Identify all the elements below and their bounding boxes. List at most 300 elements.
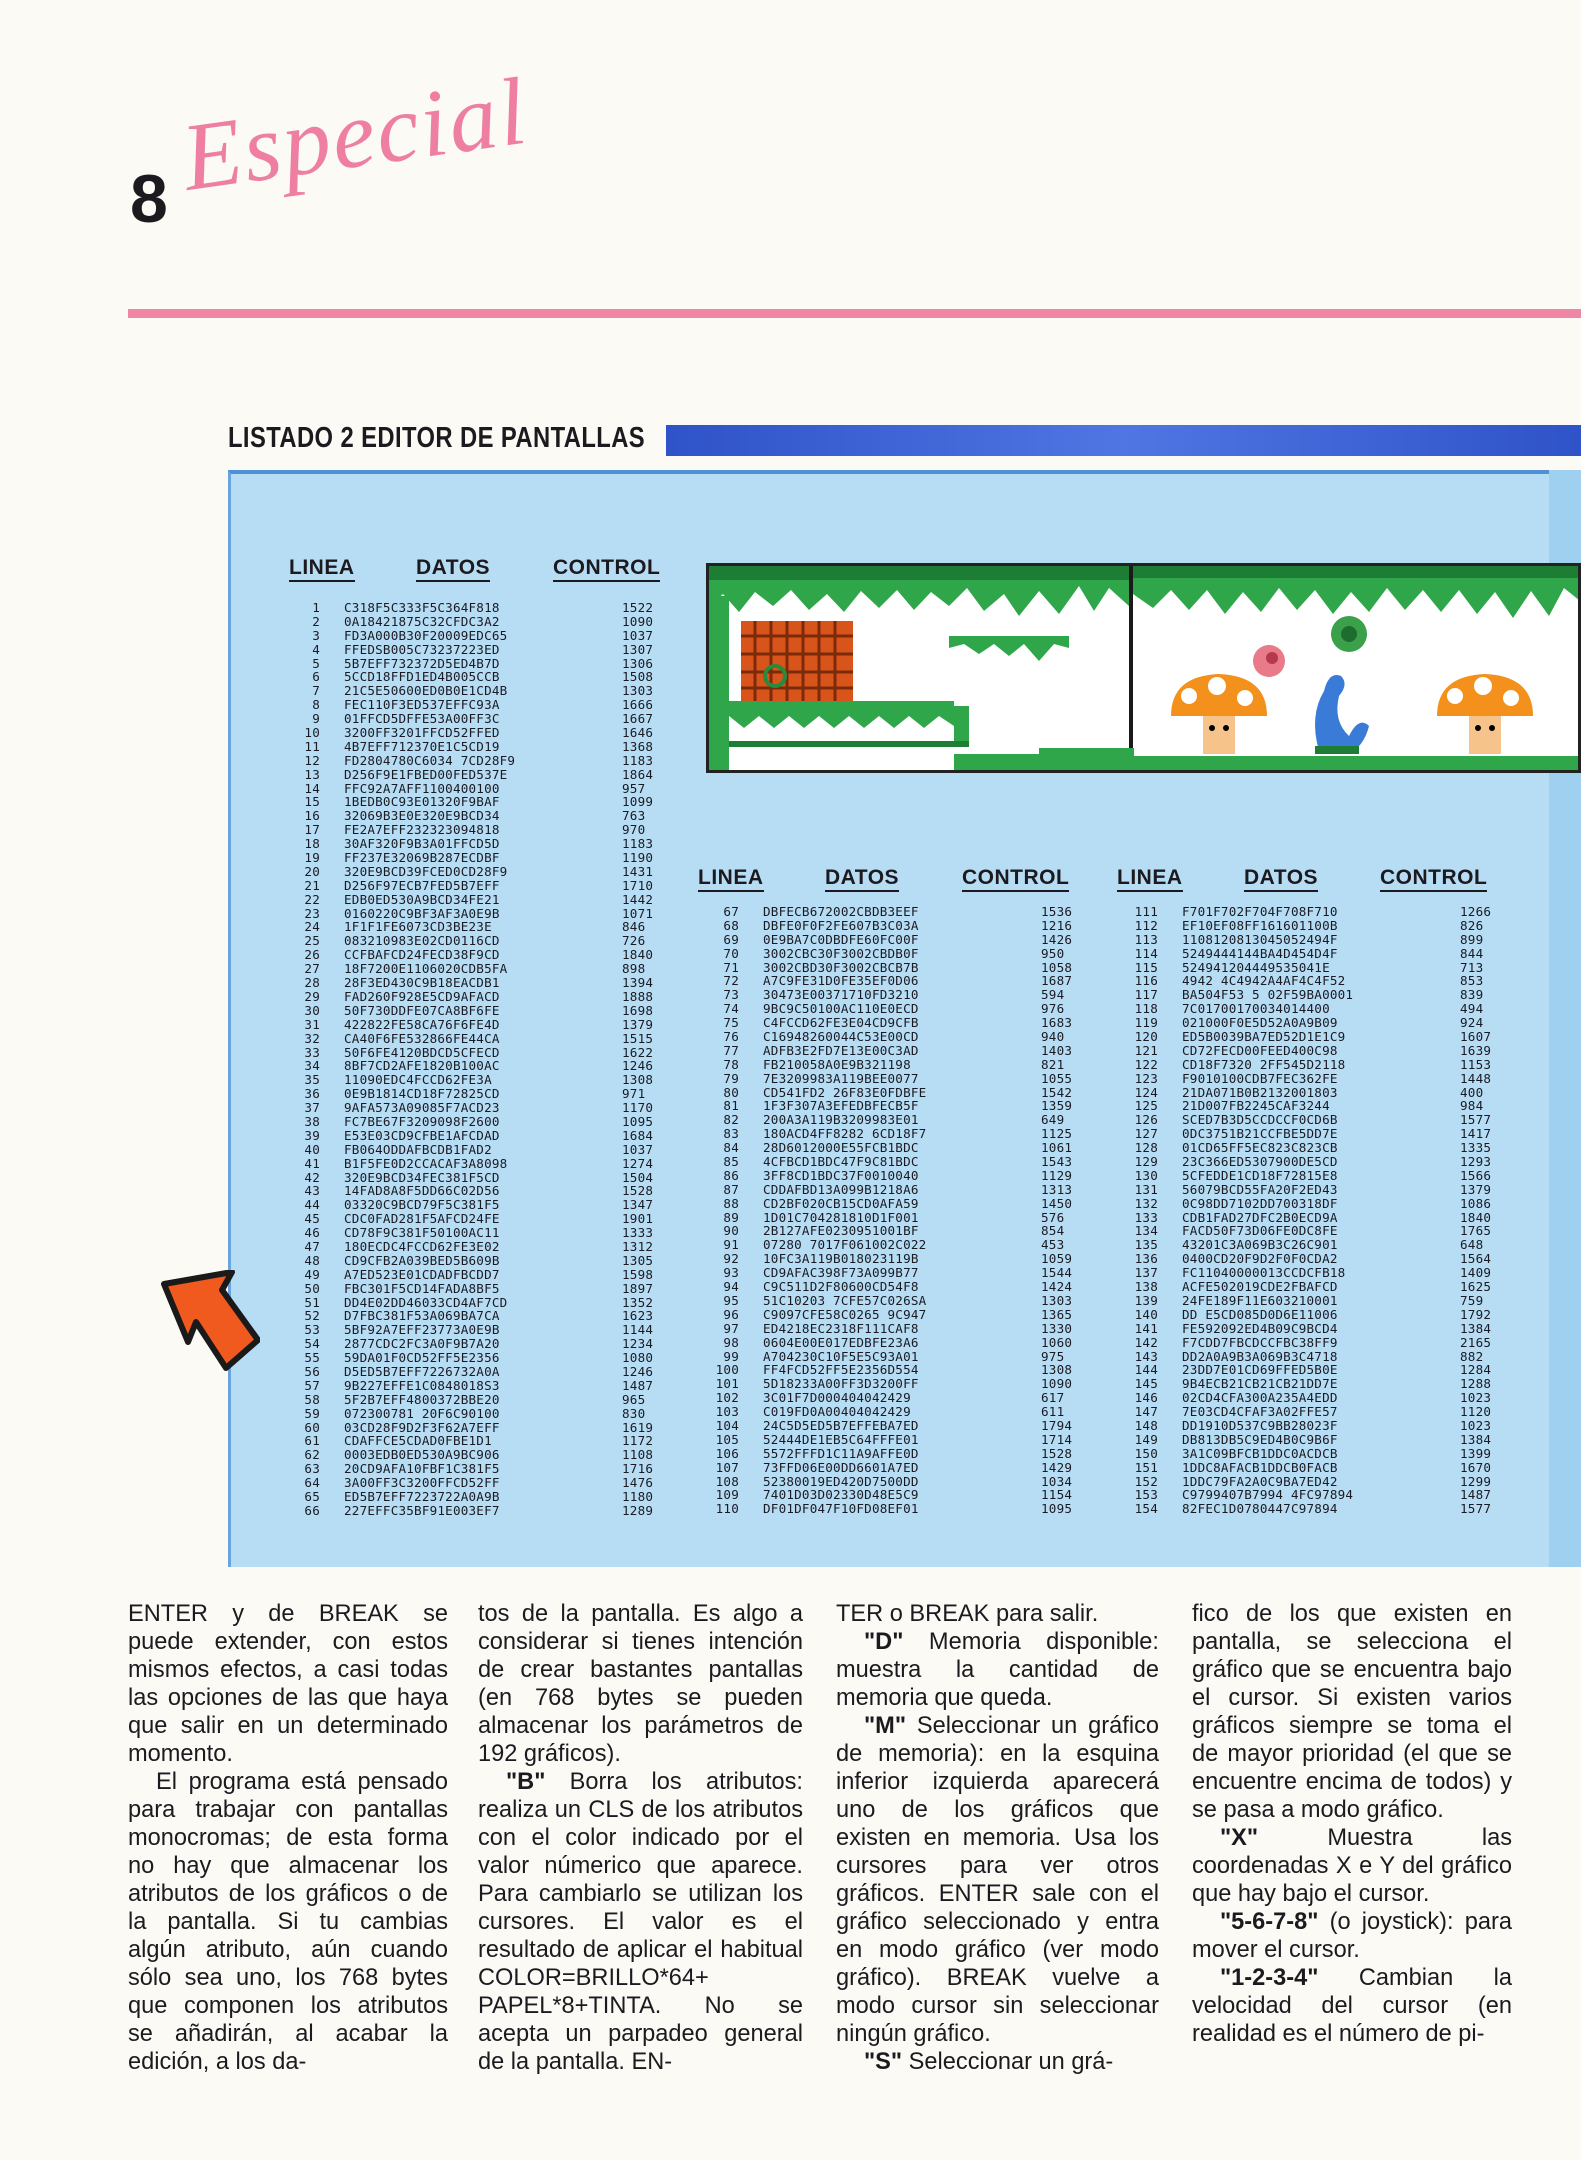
checksum: 1792 <box>1460 1306 1492 1322</box>
hex-data: FB210058A0E9B321198 <box>763 1056 911 1072</box>
listing-row <box>282 1448 672 1462</box>
paragraph-x <box>1192 1824 1512 1908</box>
checksum: 1577 <box>1460 1501 1492 1517</box>
hex-data: 2877CDC2FC3A0F9B7A20 <box>344 1336 500 1352</box>
line-number: 83 <box>723 1126 739 1142</box>
hex-data: 180ACD4FF8282 6CD18F7 <box>763 1126 927 1142</box>
line-number: 78 <box>723 1056 739 1072</box>
hex-data: B1F5FE0D2CCACAF3A8098 <box>344 1155 508 1171</box>
hex-data: 52444DE1EB5C64FFFE01 <box>763 1431 919 1447</box>
checksum: 1299 <box>1460 1473 1492 1489</box>
line-number: 118 <box>1134 1001 1158 1017</box>
line-number: 24 <box>304 919 320 935</box>
checksum: 1060 <box>1041 1334 1073 1350</box>
text-column-3 <box>836 1600 1159 2076</box>
hex-data: 30AF320F9B3A01FFCD5D <box>344 836 500 852</box>
checksum: 1384 <box>1460 1431 1492 1447</box>
hex-data: ED5B7EFF7223722A0A9B <box>344 1489 500 1504</box>
hex-data: 5F2B7EFF4800372BBE20 <box>344 1391 500 1407</box>
line-number: 10 <box>304 725 320 741</box>
checksum: 1666 <box>622 697 654 713</box>
checksum: 1274 <box>622 1155 654 1171</box>
hex-data: 072300781 20F6C90100 <box>344 1405 500 1421</box>
listing-row <box>282 1407 672 1421</box>
game-screenshot <box>706 563 1581 773</box>
line-number: 149 <box>1134 1431 1158 1447</box>
key-m-text: Seleccionar un gráfico de memoria): en la esquina inferior izquierda aparecerá uno de los gráficos que existen en memoria. Usa los cursores para ver otros gráficos. ENTER sale con el gráfico seleccionado y entra en modo gráfico (ver modo gráfico). BREAK vuelve a modo cursor sin seleccionar ningún gráfico. <box>836 1713 1159 2047</box>
col2-header-linea: LINEA <box>698 866 764 892</box>
listing-row <box>691 1002 1091 1016</box>
hex-data: 320E9BCD34FEC381F5CD <box>344 1169 500 1185</box>
listing-row <box>282 712 672 726</box>
hex-data: 3002CBC30F3002CBDB0F <box>763 945 919 961</box>
line-number: 126 <box>1134 1112 1158 1128</box>
line-number: 101 <box>715 1376 739 1392</box>
line-number: 106 <box>715 1445 739 1461</box>
line-number: 64 <box>304 1475 320 1491</box>
line-number: 137 <box>1134 1265 1158 1281</box>
listing-row <box>1110 1363 1510 1377</box>
paragraph: TER o BREAK para salir. <box>836 1601 1099 1627</box>
listing-row <box>282 1434 672 1448</box>
listing-row <box>1110 933 1510 947</box>
checksum: 1403 <box>1041 1042 1073 1058</box>
checksum: 950 <box>1041 945 1065 961</box>
listing-row <box>691 1058 1091 1072</box>
checksum: 1359 <box>1041 1098 1073 1114</box>
line-number: 52 <box>304 1308 320 1324</box>
line-number: 30 <box>304 1002 320 1018</box>
hex-data: 50F730DDFE07CA8BF6FE <box>344 1002 500 1018</box>
line-number: 46 <box>304 1225 320 1241</box>
hex-data: 0604E00E017EDBFE23A6 <box>763 1334 919 1350</box>
line-number: 103 <box>715 1404 739 1420</box>
listing-row <box>1110 1308 1510 1322</box>
hex-data: ACFE502019CDE2FBAFCD <box>1182 1279 1338 1295</box>
listing-row <box>1110 1336 1510 1350</box>
hex-data: 28F3ED430C9B18EACDB1 <box>344 975 500 991</box>
line-number: 124 <box>1134 1084 1158 1100</box>
checksum: 648 <box>1460 1237 1484 1253</box>
checksum: 1528 <box>1041 1445 1073 1461</box>
listing-row <box>691 1044 1091 1058</box>
checksum: 1487 <box>622 1377 654 1393</box>
listing-row <box>1110 1266 1510 1280</box>
listing-row <box>1110 1086 1510 1100</box>
hex-data: C9C511D2F80600CD54F8 <box>763 1279 919 1295</box>
checksum: 1183 <box>622 836 654 852</box>
paragraph: El programa está pensado para trabajar con pantallas monocromas; de esta forma no hay que almacenar los atributos de los gráficos o de la pantalla. Si tu cambias algún atributo, aún cuando sólo sea uno, los 768 bytes que componen los atributos se añadirán, al acabar la edición, a los da- <box>128 1769 448 2075</box>
listing-row <box>691 1141 1091 1155</box>
line-number: 65 <box>304 1489 320 1504</box>
checksum: 1216 <box>1041 917 1073 933</box>
page-number: 8 <box>130 161 168 237</box>
listing-row <box>691 1197 1091 1211</box>
listing-row <box>691 988 1091 1002</box>
listing-row <box>282 920 672 934</box>
hex-data: DBFECB672002CBDB3EEF <box>763 904 919 919</box>
hex-data: 73FFD06E00DD6601A7ED <box>763 1459 919 1475</box>
checksum: 1394 <box>622 975 654 991</box>
hex-data: CD9AFAC398F73A099B77 <box>763 1265 919 1281</box>
checksum: 1623 <box>622 1308 654 1324</box>
checksum: 759 <box>1460 1292 1484 1308</box>
hex-data: FF237E32069B287ECDBF <box>344 850 500 866</box>
line-number: 15 <box>304 794 320 810</box>
hex-data: A7C9FE31D0FE35EF0D06 <box>763 973 919 989</box>
hex-data: F7CDD7FBCDCCFBC38FF9 <box>1182 1334 1338 1350</box>
line-number: 43 <box>304 1183 320 1199</box>
hex-data: 14FAD8A8F5DD66C02D56 <box>344 1183 500 1199</box>
col1-header-linea: LINEA <box>289 556 355 582</box>
listing-row <box>282 1490 672 1504</box>
listing-row <box>1110 1183 1510 1197</box>
checksum: 1305 <box>622 1252 654 1268</box>
listing-row <box>282 823 672 837</box>
listing-row <box>691 1502 1091 1516</box>
line-number: 115 <box>1134 959 1158 975</box>
listing-row <box>1110 1002 1510 1016</box>
checksum: 1543 <box>1041 1154 1073 1170</box>
hex-data: 03CD28F9D2F3F62A7EFF <box>344 1419 500 1435</box>
hex-data: D5ED5B7EFF7226732A0A <box>344 1363 500 1379</box>
line-number: 56 <box>304 1363 320 1379</box>
checksum: 1670 <box>1460 1459 1492 1475</box>
line-number: 50 <box>304 1280 320 1296</box>
hex-data: FE592092ED4B09C9BCD4 <box>1182 1320 1338 1336</box>
checksum: 1154 <box>1041 1487 1073 1503</box>
checksum: 726 <box>622 933 646 949</box>
hex-data: CCFBAFCD24FECD38F9CD <box>344 947 500 963</box>
checksum: 830 <box>622 1405 646 1421</box>
checksum: 1180 <box>622 1489 654 1504</box>
hex-data: EDB0ED530A9BCD34FE21 <box>344 891 500 907</box>
checksum: 826 <box>1460 917 1484 933</box>
line-number: 18 <box>304 836 320 852</box>
listing-row <box>282 629 672 643</box>
listing-row <box>691 1294 1091 1308</box>
paragraph-m <box>836 1712 1159 2048</box>
line-number: 80 <box>723 1084 739 1100</box>
hex-data: 23DD7E01CD69FFED5B0E <box>1182 1362 1338 1378</box>
line-number: 9 <box>312 711 320 727</box>
checksum: 853 <box>1460 973 1484 989</box>
line-number: 55 <box>304 1350 320 1366</box>
checksum: 1564 <box>1460 1251 1492 1267</box>
checksum: 611 <box>1041 1404 1065 1420</box>
line-number: 104 <box>715 1417 739 1433</box>
text-column-4 <box>1192 1600 1512 2048</box>
checksum: 940 <box>1041 1029 1065 1045</box>
hex-data: FFC92A7AFF1100400100 <box>344 780 500 796</box>
checksum: 1384 <box>1460 1320 1492 1336</box>
checksum: 1061 <box>1041 1140 1073 1156</box>
checksum: 1058 <box>1041 959 1073 975</box>
checksum: 1598 <box>622 1266 654 1282</box>
line-number: 23 <box>304 905 320 921</box>
listing-column-2 <box>691 905 1091 1516</box>
listing-row <box>282 670 672 684</box>
checksum: 1108 <box>622 1447 654 1463</box>
hex-data: 1D01C704281810D1F001 <box>763 1209 919 1225</box>
line-number: 127 <box>1134 1126 1158 1142</box>
listing-row <box>282 962 672 976</box>
line-number: 48 <box>304 1252 320 1268</box>
line-number: 75 <box>723 1015 739 1031</box>
line-number: 58 <box>304 1391 320 1407</box>
listing-row <box>1110 1058 1510 1072</box>
hex-data: 52380019ED420D7500DD <box>763 1473 919 1489</box>
checksum: 1172 <box>622 1433 654 1449</box>
listing-row <box>691 933 1091 947</box>
checksum: 1544 <box>1041 1265 1073 1281</box>
listing-row <box>691 1350 1091 1364</box>
line-number: 120 <box>1134 1029 1158 1045</box>
hex-data: C16948260044C53E00CD <box>763 1029 919 1045</box>
hex-data: 320E9BCD39FCED0CD28F9 <box>344 863 508 879</box>
hex-data: CD2BF020CB15CD0AFA59 <box>763 1195 919 1211</box>
line-number: 57 <box>304 1377 320 1393</box>
line-number: 116 <box>1134 973 1158 989</box>
paragraph-5678 <box>1192 1908 1512 1964</box>
line-number: 8 <box>312 697 320 713</box>
checksum: 1646 <box>622 725 654 741</box>
hex-data: C4FCCD62FE3E04CD9CFB <box>763 1015 919 1031</box>
listing-row <box>282 1032 672 1046</box>
paragraph-b <box>478 1768 803 2076</box>
line-number: 91 <box>723 1237 739 1253</box>
key-m: "M" <box>864 1713 907 1739</box>
listing-row <box>691 1488 1091 1502</box>
line-number: 11 <box>304 738 320 754</box>
checksum: 1306 <box>622 655 654 671</box>
listing-row <box>1110 1419 1510 1433</box>
listing-row <box>282 948 672 962</box>
line-number: 73 <box>723 987 739 1003</box>
hex-data: 524941204449535041E <box>1182 959 1330 975</box>
listing-row <box>1110 1433 1510 1447</box>
line-number: 148 <box>1134 1417 1158 1433</box>
hex-data: 28D6012000E55FCB1BDC <box>763 1140 919 1156</box>
hex-data: A7ED523E01CDADFBCDD7 <box>344 1266 500 1282</box>
listing-row <box>691 1030 1091 1044</box>
line-number: 98 <box>723 1334 739 1350</box>
listing-row <box>691 1113 1091 1127</box>
hex-data: FC7BE67F3209098F2600 <box>344 1113 500 1129</box>
listing-row <box>691 1419 1091 1433</box>
line-number: 44 <box>304 1197 320 1213</box>
hex-data: 24C5D5ED5B7EFFEBA7ED <box>763 1417 919 1433</box>
checksum: 971 <box>622 1086 646 1102</box>
listing-column-3 <box>1110 905 1510 1516</box>
line-number: 142 <box>1134 1334 1158 1350</box>
checksum: 1365 <box>1041 1306 1073 1322</box>
hex-data: FBC301F5CD14FADA8BF5 <box>344 1280 500 1296</box>
listing-row <box>691 961 1091 975</box>
line-number: 89 <box>723 1209 739 1225</box>
line-number: 136 <box>1134 1251 1158 1267</box>
line-number: 59 <box>304 1405 320 1421</box>
checksum: 763 <box>622 808 646 824</box>
hex-data: C9097CFE58C0265 9C947 <box>763 1306 927 1322</box>
listing-row <box>282 643 672 657</box>
line-number: 125 <box>1134 1098 1158 1114</box>
hex-data: CA40F6FE532866FE44CA <box>344 1030 500 1046</box>
hex-data: 51C10203 7CFE57C026SA <box>763 1292 927 1308</box>
checksum: 1352 <box>622 1294 654 1310</box>
listing-row <box>691 1475 1091 1489</box>
listing-title: LISTADO 2 EDITOR DE PANTALLAS <box>228 422 646 454</box>
checksum: 1476 <box>622 1475 654 1491</box>
line-number: 121 <box>1134 1042 1158 1058</box>
checksum: 839 <box>1460 987 1484 1003</box>
listing-row <box>282 782 672 796</box>
key-b: "B" <box>506 1769 546 1795</box>
checksum: 846 <box>622 919 646 935</box>
hex-data: DBFE0F0F2FE607B3C03A <box>763 917 919 933</box>
line-number: 113 <box>1134 931 1158 947</box>
line-number: 34 <box>304 1058 320 1074</box>
listing-row <box>1110 1377 1510 1391</box>
hex-data: 59DA01F0CD52FF5E2356 <box>344 1350 500 1366</box>
listing-row <box>282 1101 672 1115</box>
listing-row <box>282 1004 672 1018</box>
line-number: 112 <box>1134 917 1158 933</box>
line-number: 87 <box>723 1181 739 1197</box>
hex-data: DD2A0A9B3A069B3C4718 <box>1182 1348 1338 1364</box>
hex-data: 180ECDC4FCCD62FE3E02 <box>344 1238 500 1254</box>
line-number: 66 <box>304 1502 320 1518</box>
listing-row <box>282 1115 672 1129</box>
listing-row <box>1110 1447 1510 1461</box>
checksum: 1487 <box>1460 1487 1492 1503</box>
listing-row <box>691 1377 1091 1391</box>
listing-row <box>282 754 672 768</box>
hex-data: 9AFA573A09085F7ACD23 <box>344 1100 500 1116</box>
hex-data: FF4FCD52FF5E2356D554 <box>763 1362 919 1378</box>
hex-data: 9B4ECB21CB21CB21DD7E <box>1182 1376 1338 1392</box>
checksum: 957 <box>622 780 646 796</box>
key-d: "D" <box>864 1629 904 1655</box>
line-number: 99 <box>723 1348 739 1364</box>
checksum: 1897 <box>622 1280 654 1296</box>
arrow-icon <box>160 1270 260 1385</box>
col2-header-control: CONTROL <box>962 866 1069 892</box>
listing-row <box>691 947 1091 961</box>
listing-row <box>282 795 672 809</box>
hex-data: 20CD9AFA10FBF1C381F5 <box>344 1461 500 1477</box>
listing-row <box>282 1073 672 1087</box>
listing-row <box>691 1461 1091 1475</box>
hex-data: 4942 4C4942A4AF4C4F52 <box>1182 973 1346 989</box>
checksum: 1639 <box>1460 1042 1492 1058</box>
checksum: 1144 <box>622 1322 654 1338</box>
line-number: 147 <box>1134 1404 1158 1420</box>
checksum: 1080 <box>622 1350 654 1366</box>
hex-data: 200A3A119B3209983E01 <box>763 1112 919 1128</box>
section-title: Especial <box>175 56 534 211</box>
line-number: 130 <box>1134 1167 1158 1183</box>
game-scene-illustration <box>709 566 1581 773</box>
hex-data: CDB1FAD27DFC2B0ECD9A <box>1182 1209 1338 1225</box>
listing-row <box>282 1143 672 1157</box>
hex-data: F701F702F704F708F710 <box>1182 904 1338 919</box>
listing-row <box>1110 1072 1510 1086</box>
line-number: 29 <box>304 988 320 1004</box>
checksum: 1622 <box>622 1044 654 1060</box>
listing-row <box>691 1433 1091 1447</box>
checksum: 1522 <box>622 600 654 615</box>
hex-data: 3002CBD30F3002CBCB7B <box>763 959 919 975</box>
checksum: 975 <box>1041 1348 1065 1364</box>
listing-row <box>282 1268 672 1282</box>
listing-row <box>691 1447 1091 1461</box>
listing-row <box>282 768 672 782</box>
key-1234: "1-2-3-4" <box>1220 1965 1319 1991</box>
hex-data: 24FE189F11E603210001 <box>1182 1292 1338 1308</box>
checksum: 1577 <box>1460 1112 1492 1128</box>
line-number: 153 <box>1134 1487 1158 1503</box>
checksum: 1308 <box>1041 1362 1073 1378</box>
listing-row <box>1110 1252 1510 1266</box>
line-number: 138 <box>1134 1279 1158 1295</box>
checksum: 1303 <box>1041 1292 1073 1308</box>
listing-row <box>282 1129 672 1143</box>
hex-data: FE2A7EFF232323094818 <box>344 822 500 838</box>
checksum: 854 <box>1041 1223 1065 1239</box>
line-number: 53 <box>304 1322 320 1338</box>
col3-header-datos: DATOS <box>1244 866 1318 892</box>
checksum: 1183 <box>622 752 654 768</box>
listing-row <box>282 1309 672 1323</box>
checksum: 1429 <box>1041 1459 1073 1475</box>
checksum: 821 <box>1041 1056 1065 1072</box>
checksum: 1765 <box>1460 1223 1492 1239</box>
checksum: 965 <box>622 1391 646 1407</box>
line-number: 71 <box>723 959 739 975</box>
hex-data: 5BF92A7EFF23773A0E9B <box>344 1322 500 1338</box>
hex-data: 1F1F1FE6073CD3BE23E <box>344 919 492 935</box>
line-number: 19 <box>304 850 320 866</box>
listing-row <box>282 837 672 851</box>
listing-row <box>282 1462 672 1476</box>
key-b-text: Borra los atributos: realiza un CLS de los atributos con el color indicado por el valor númerico que aparece. Para cambiarlo se utilizan los cursores. El valor es el resultado de aplicar el habitual COLOR=BRILLO*64+ PAPEL*8+TINTA. No se acepta un parpadeo general de la pantalla. EN- <box>478 1769 803 2075</box>
hex-data: BA504F53 5 02F59BA0001 <box>1182 987 1354 1003</box>
listing-row <box>691 905 1091 919</box>
checksum: 1450 <box>1041 1195 1073 1211</box>
hex-data: DD1910D537C9BB28023F <box>1182 1417 1338 1433</box>
line-number: 84 <box>723 1140 739 1156</box>
line-number: 145 <box>1134 1376 1158 1392</box>
checksum: 1312 <box>622 1238 654 1254</box>
line-number: 7 <box>312 683 320 699</box>
line-number: 154 <box>1134 1501 1158 1517</box>
line-number: 12 <box>304 752 320 768</box>
checksum: 1536 <box>1041 904 1073 919</box>
checksum: 1023 <box>1460 1390 1492 1406</box>
listing-row <box>691 1308 1091 1322</box>
hex-data: 0C98DD7102DD700318DF <box>1182 1195 1338 1211</box>
listing-column-1 <box>282 601 672 1518</box>
hex-data: CD18F7320 2FF545D2118 <box>1182 1056 1346 1072</box>
checksum: 2165 <box>1460 1334 1492 1350</box>
hex-data: 1F3F307A3EFEDBFECB5F <box>763 1098 919 1114</box>
hex-data: 01CD65FF5EC823C823CB <box>1182 1140 1338 1156</box>
hex-data: 5CCD18FFD1ED4B005CCB <box>344 669 500 685</box>
col3-header-control: CONTROL <box>1380 866 1487 892</box>
key-s-text: Seleccionar un grá- <box>902 2049 1114 2075</box>
listing-row <box>691 1336 1091 1350</box>
